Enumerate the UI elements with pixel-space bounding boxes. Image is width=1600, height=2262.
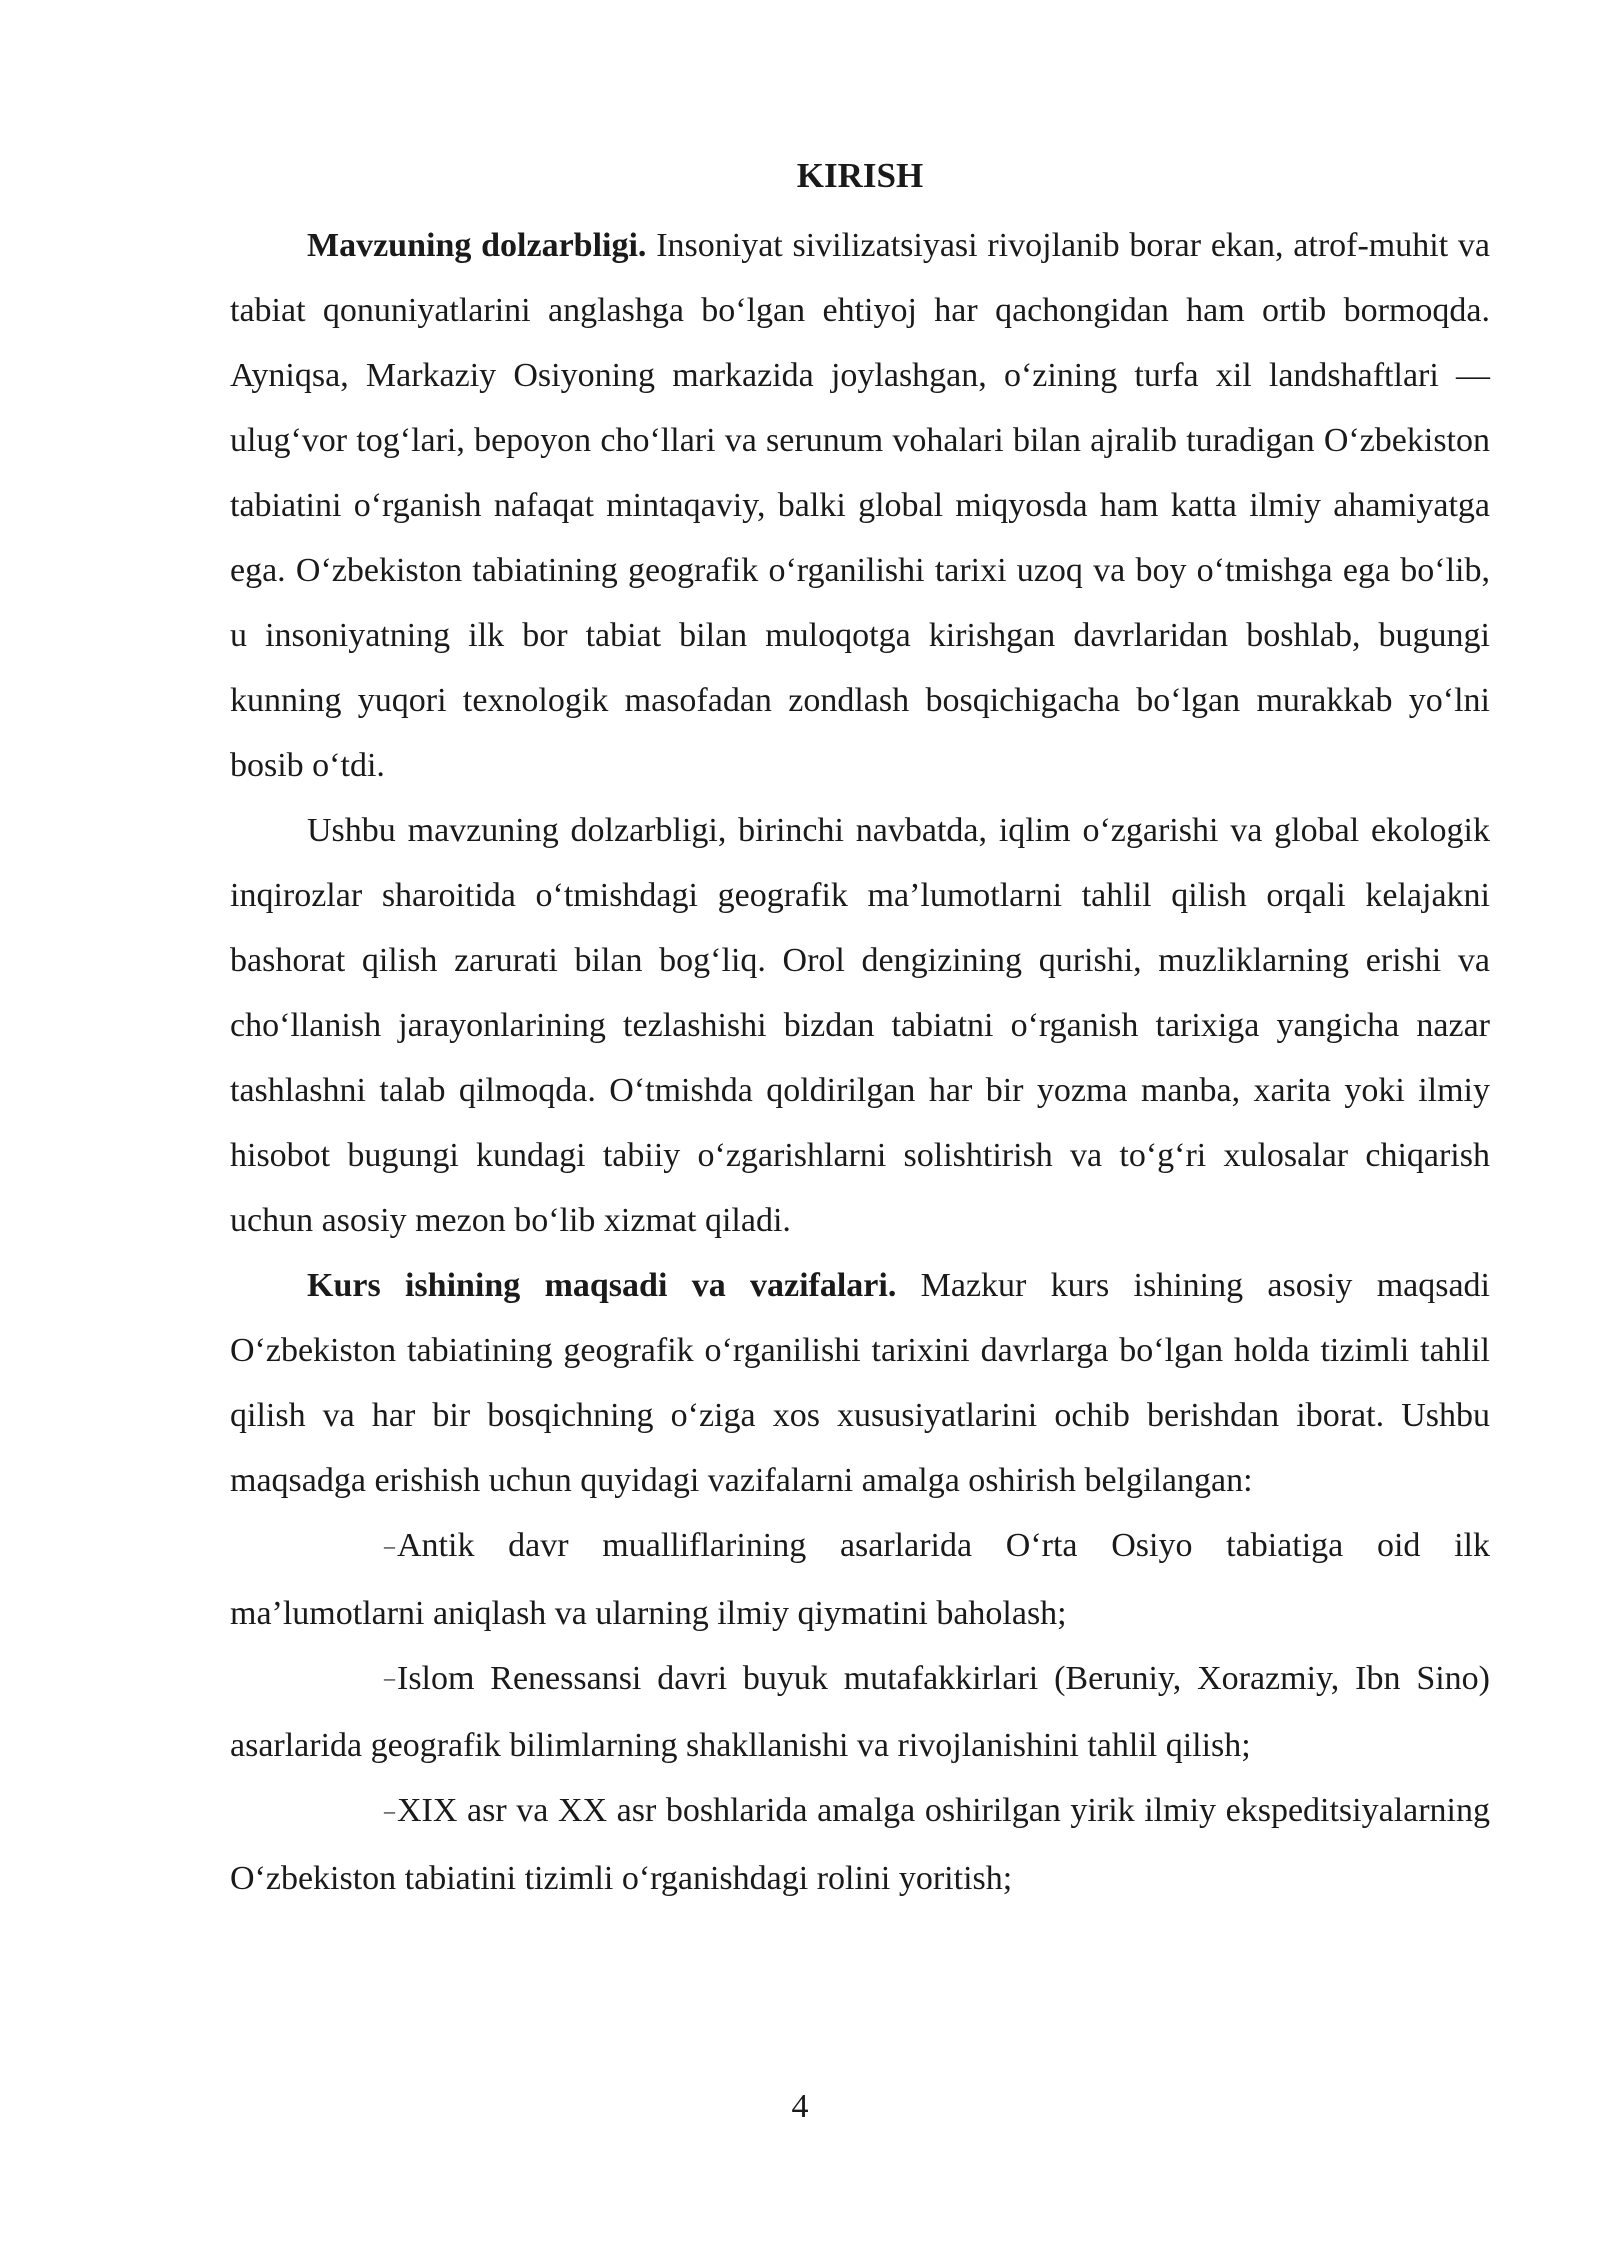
page-number: 4 (791, 2088, 809, 2125)
list-item-text: Islom Renessansi davri buyuk mutafakkirlari (Beruniy, Xorazmiy, Ibn Sino) asarlarida geografik bilimlarning shakllanishi va rivojlanishini tahlil qilish; (230, 1659, 1490, 1765)
document-page (230, 148, 1490, 1911)
list-item (230, 1513, 1490, 1646)
paragraph-text: Ushbu mavzuning dolzarbligi, birinchi navbatda, iqlim o‘zgarishi va global ekologik inqirozlar sharoitida o‘tmishdagi geografik ma’lumotlarni tahlil qilish orqali kelajakni bashorat qilish zarurati bilan bog‘liq. Orol dengizining qurishi, muzliklarning erishi va cho‘llanish jarayonlarining tezlashishi bizdan tabiatni o‘rganish tarixiga yangicha nazar tashlashni talab qilmoqda. O‘tmishda qoldirilgan har bir yozma manba, xarita yoki ilmiy hisobot bugungi kundagi tabiiy o‘zgarishlarni solishtirish va to‘g‘ri xulosalar chiqarish uchun asosiy mezon bo‘lib xizmat qiladi. (230, 812, 1490, 1239)
list-item (230, 1778, 1490, 1911)
paragraph-text: Insoniyat sivilizatsiyasi rivojlanib borar ekan, atrof-muhit va tabiat qonuniyatlarini anglashga bo‘lgan ehtiyoj har qachongidan ham ortib bormoqda. Ayniqsa, Markaziy Osiyoning markazida joylashgan, o‘zining turfa xil landshaftlari — ulug‘vor tog‘lari, bepoyon cho‘llari va serunum vohalari bilan ajralib turadigan O‘zbekiston tabiatini o‘rganish nafaqat mintaqaviy, balki global miqyosda ham katta ilmiy ahamiyatga ega. O‘zbekiston tabiatining geografik o‘rganilishi tarixi uzoq va boy o‘tmishga ega bo‘lib, u insoniyatning ilk bor tabiat bilan muloqotga kirishgan davrlaridan boshlab, bugungi kunning yuqori texnologik masofadan zondlash bosqichigacha bo‘lgan murakkab yo‘lni bosib o‘tdi. (230, 227, 1490, 784)
list-item (230, 1646, 1490, 1779)
paragraph-relevance-continued (230, 798, 1490, 1253)
paragraph-text: Mazkur kurs ishining asosiy maqsadi O‘zbekiston tabiatining geografik o‘rganilishi tarixini davrlarga bo‘lgan holda tizimli tahlil qilish va har bir bosqichning o‘ziga xos xususiyatlarini ochib berishdan iborat. Ushbu maqsadga erishish uchun quyidagi vazifalarni amalga oshirish belgilangan: (230, 1267, 1491, 1499)
list-dash-icon: – (384, 1532, 395, 1558)
paragraph-goals (230, 1253, 1490, 1513)
page-title: KIRISH (796, 156, 924, 195)
paragraph-lead: Kurs ishining maqsadi va vazifalari. (307, 1267, 897, 1304)
list-item-text: XIX asr va XX asr boshlarida amalga oshirilgan yirik ilmiy ekspeditsiyalarning O‘zbekiston tabiatini tizimli o‘rganishdagi rolini yoritish; (230, 1792, 1490, 1898)
list-item-text: Antik davr mualliflarining asarlarida O‘rta Osiyo tabiatiga oid ilk ma’lumotlarni aniqlash va ularning ilmiy qiymatini baholash; (230, 1527, 1490, 1632)
list-dash-icon: – (384, 1798, 395, 1824)
paragraph-relevance (230, 213, 1490, 798)
list-dash-icon: – (384, 1665, 395, 1691)
paragraph-lead: Mavzuning dolzarbligi. (307, 227, 647, 264)
